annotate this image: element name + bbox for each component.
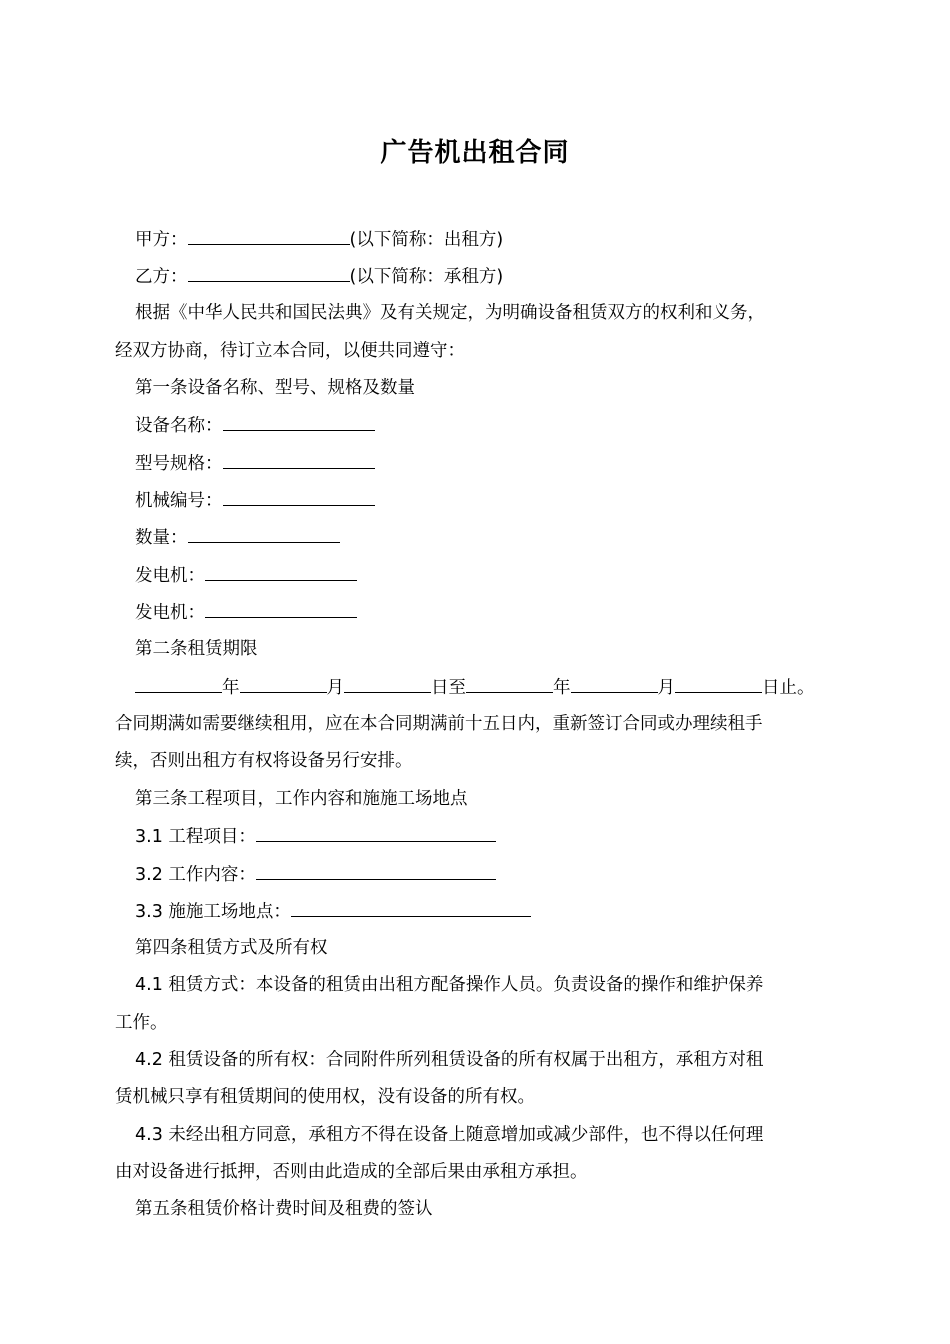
article4-p2-line-1: 4.2 租赁设备的所有权：合同附件所列租赁设备的所有权属于出租方，承租方对租 — [135, 1050, 764, 1070]
generator-line-2 — [0, 600, 950, 625]
machine-no-line — [0, 488, 950, 513]
article2-text-2: 续，否则出租方有权将设备另行安排。 — [115, 751, 413, 771]
start-month-unit: 月 — [326, 678, 344, 698]
model-spec-line — [0, 451, 950, 476]
quantity-blank[interactable] — [188, 525, 340, 543]
end-day-unit: 日止。 — [762, 678, 815, 698]
end-month-blank[interactable] — [571, 675, 658, 693]
article4-heading: 第四条租赁方式及所有权 — [135, 938, 328, 958]
model-spec-blank[interactable] — [223, 451, 375, 469]
article5-heading: 第五条租赁价格计费时间及租费的签认 — [135, 1199, 433, 1219]
end-year-blank[interactable] — [466, 675, 553, 693]
article1-heading: 第一条设备名称、型号、规格及数量 — [135, 378, 415, 398]
end-month-unit: 月 — [657, 678, 675, 698]
party-b-label: 乙方： — [135, 267, 188, 287]
quantity-label: 数量： — [135, 528, 188, 548]
generator-label-1: 发电机： — [135, 566, 205, 586]
generator-blank-1[interactable] — [205, 563, 357, 581]
work-content-blank[interactable] — [256, 862, 496, 880]
project-line — [0, 824, 950, 849]
party-a-note: (以下简称：出租方) — [349, 230, 504, 250]
model-spec-label: 型号规格： — [135, 454, 223, 474]
end-year-unit: 年 — [553, 678, 571, 698]
party-a-blank[interactable] — [188, 227, 350, 245]
lease-period-line — [0, 675, 950, 700]
preamble-line-1: 根据《中华人民共和国民法典》及有关规定，为明确设备租赁双方的权利和义务， — [135, 303, 765, 323]
party-b-line — [0, 264, 950, 289]
device-name-line — [0, 413, 950, 438]
article4-p3-line-2: 由对设备进行抵押，否则由此造成的全部后果由承租方承担。 — [115, 1162, 588, 1182]
end-day-blank[interactable] — [675, 675, 762, 693]
article2-text-1: 合同期满如需要继续租用，应在本合同期满前十五日内，重新签订合同或办理续租手 — [115, 714, 763, 734]
article3-heading: 第三条工程项目，工作内容和施施工场地点 — [135, 789, 468, 809]
article4-p3-line-1: 4.3 未经出租方同意，承租方不得在设备上随意增加或减少部件，也不得以任何理 — [135, 1125, 764, 1145]
start-month-blank[interactable] — [240, 675, 327, 693]
party-a-label: 甲方： — [135, 230, 188, 250]
generator-blank-2[interactable] — [205, 600, 357, 618]
work-content-line — [0, 862, 950, 887]
article4-p1-line-2: 工作。 — [115, 1013, 168, 1033]
preamble-line-2: 经双方协商，待订立本合同，以便共同遵守： — [115, 341, 465, 361]
generator-label-2: 发电机： — [135, 603, 205, 623]
article4-p1-line-1: 4.1 租赁方式：本设备的租赁由出租方配备操作人员。负责设备的操作和维护保养 — [135, 975, 764, 995]
article2-heading: 第二条租赁期限 — [135, 639, 258, 659]
project-label: 3.1 工程项目： — [135, 827, 256, 847]
article4-p2-line-2: 赁机械只享有租赁期间的使用权，没有设备的所有权。 — [115, 1087, 535, 1107]
start-year-blank[interactable] — [135, 675, 222, 693]
project-blank[interactable] — [256, 824, 496, 842]
party-a-line — [0, 227, 950, 252]
site-blank[interactable] — [291, 899, 531, 917]
start-day-unit: 日至 — [431, 678, 466, 698]
start-year-unit: 年 — [222, 678, 240, 698]
machine-no-label: 机械编号： — [135, 491, 223, 511]
device-name-label: 设备名称： — [135, 416, 223, 436]
document-title: 广告机出租合同 — [380, 138, 570, 168]
machine-no-blank[interactable] — [223, 488, 375, 506]
quantity-line — [0, 525, 950, 550]
start-day-blank[interactable] — [344, 675, 431, 693]
party-b-blank[interactable] — [188, 264, 350, 282]
generator-line-1 — [0, 563, 950, 588]
site-label: 3.3 施施工场地点： — [135, 902, 291, 922]
party-b-note: (以下简称：承租方) — [349, 267, 504, 287]
device-name-blank[interactable] — [223, 413, 375, 431]
site-line — [0, 899, 950, 924]
work-content-label: 3.2 工作内容： — [135, 865, 256, 885]
